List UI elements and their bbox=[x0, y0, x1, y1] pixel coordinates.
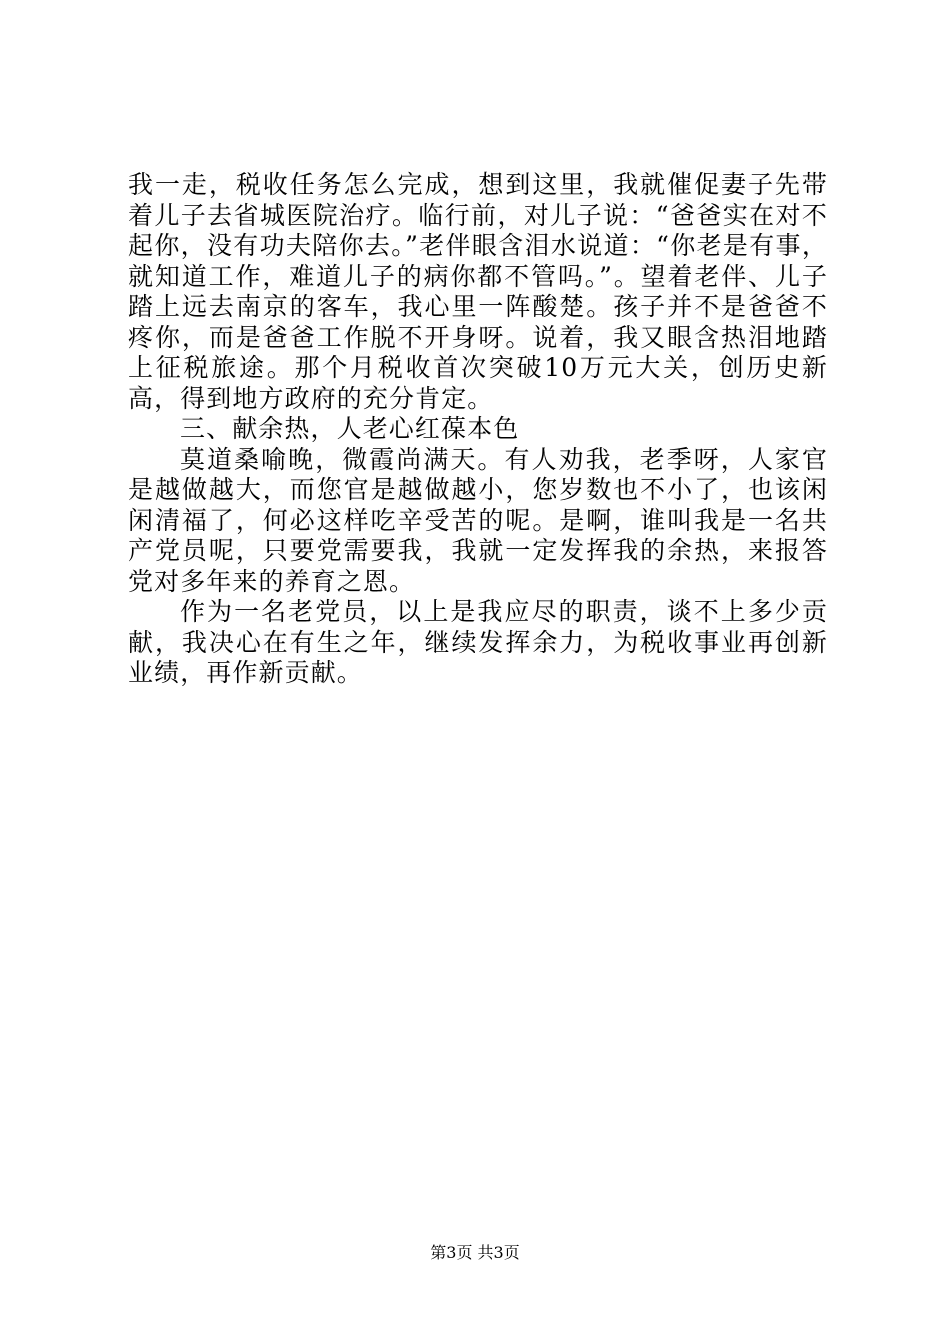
page-footer bbox=[0, 1243, 950, 1263]
paragraph: 莫道桑喻晚，微霞尚满天。有人劝我，老季呀，人家官是越做越大，而您官是越做越小，您岁数也不小了，也该闲闲清福了，何必这样吃辛受苦的呢。是啊，谁叫我是一名共产党员呢，只要党需要我，我就一定发挥我的余热，来报答党对多年来的养育之恩。 bbox=[128, 444, 828, 596]
paragraph-continuation: 我一走，税收任务怎么完成，想到这里，我就催促妻子先带着儿子去省城医院治疗。临行前，对儿子说：“爸爸实在对不起你，没有功夫陪你去。”老伴眼含泪水说道：“你老是有事，就知道工作，难道儿子的病你都不管吗。”。望着老伴、儿子踏上远去南京的客车，我心里一阵酸楚。孩子并不是爸爸不疼你，而是爸爸工作脱不开身呀。说着，我又眼含热泪地踏上征税旅途。那个月税收首次突破10万元大关，创历史新高，得到地方政府的充分肯定。 bbox=[128, 170, 828, 413]
section-heading: 三、献余热，人老心红葆本色 bbox=[180, 414, 520, 443]
document-body bbox=[128, 170, 828, 689]
paragraph: 作为一名老党员，以上是我应尽的职责，谈不上多少贡献，我决心在有生之年，继续发挥余力，为税收事业再创新业绩，再作新贡献。 bbox=[128, 597, 828, 687]
page-number-label: 第3页 共3页 bbox=[430, 1243, 520, 1262]
